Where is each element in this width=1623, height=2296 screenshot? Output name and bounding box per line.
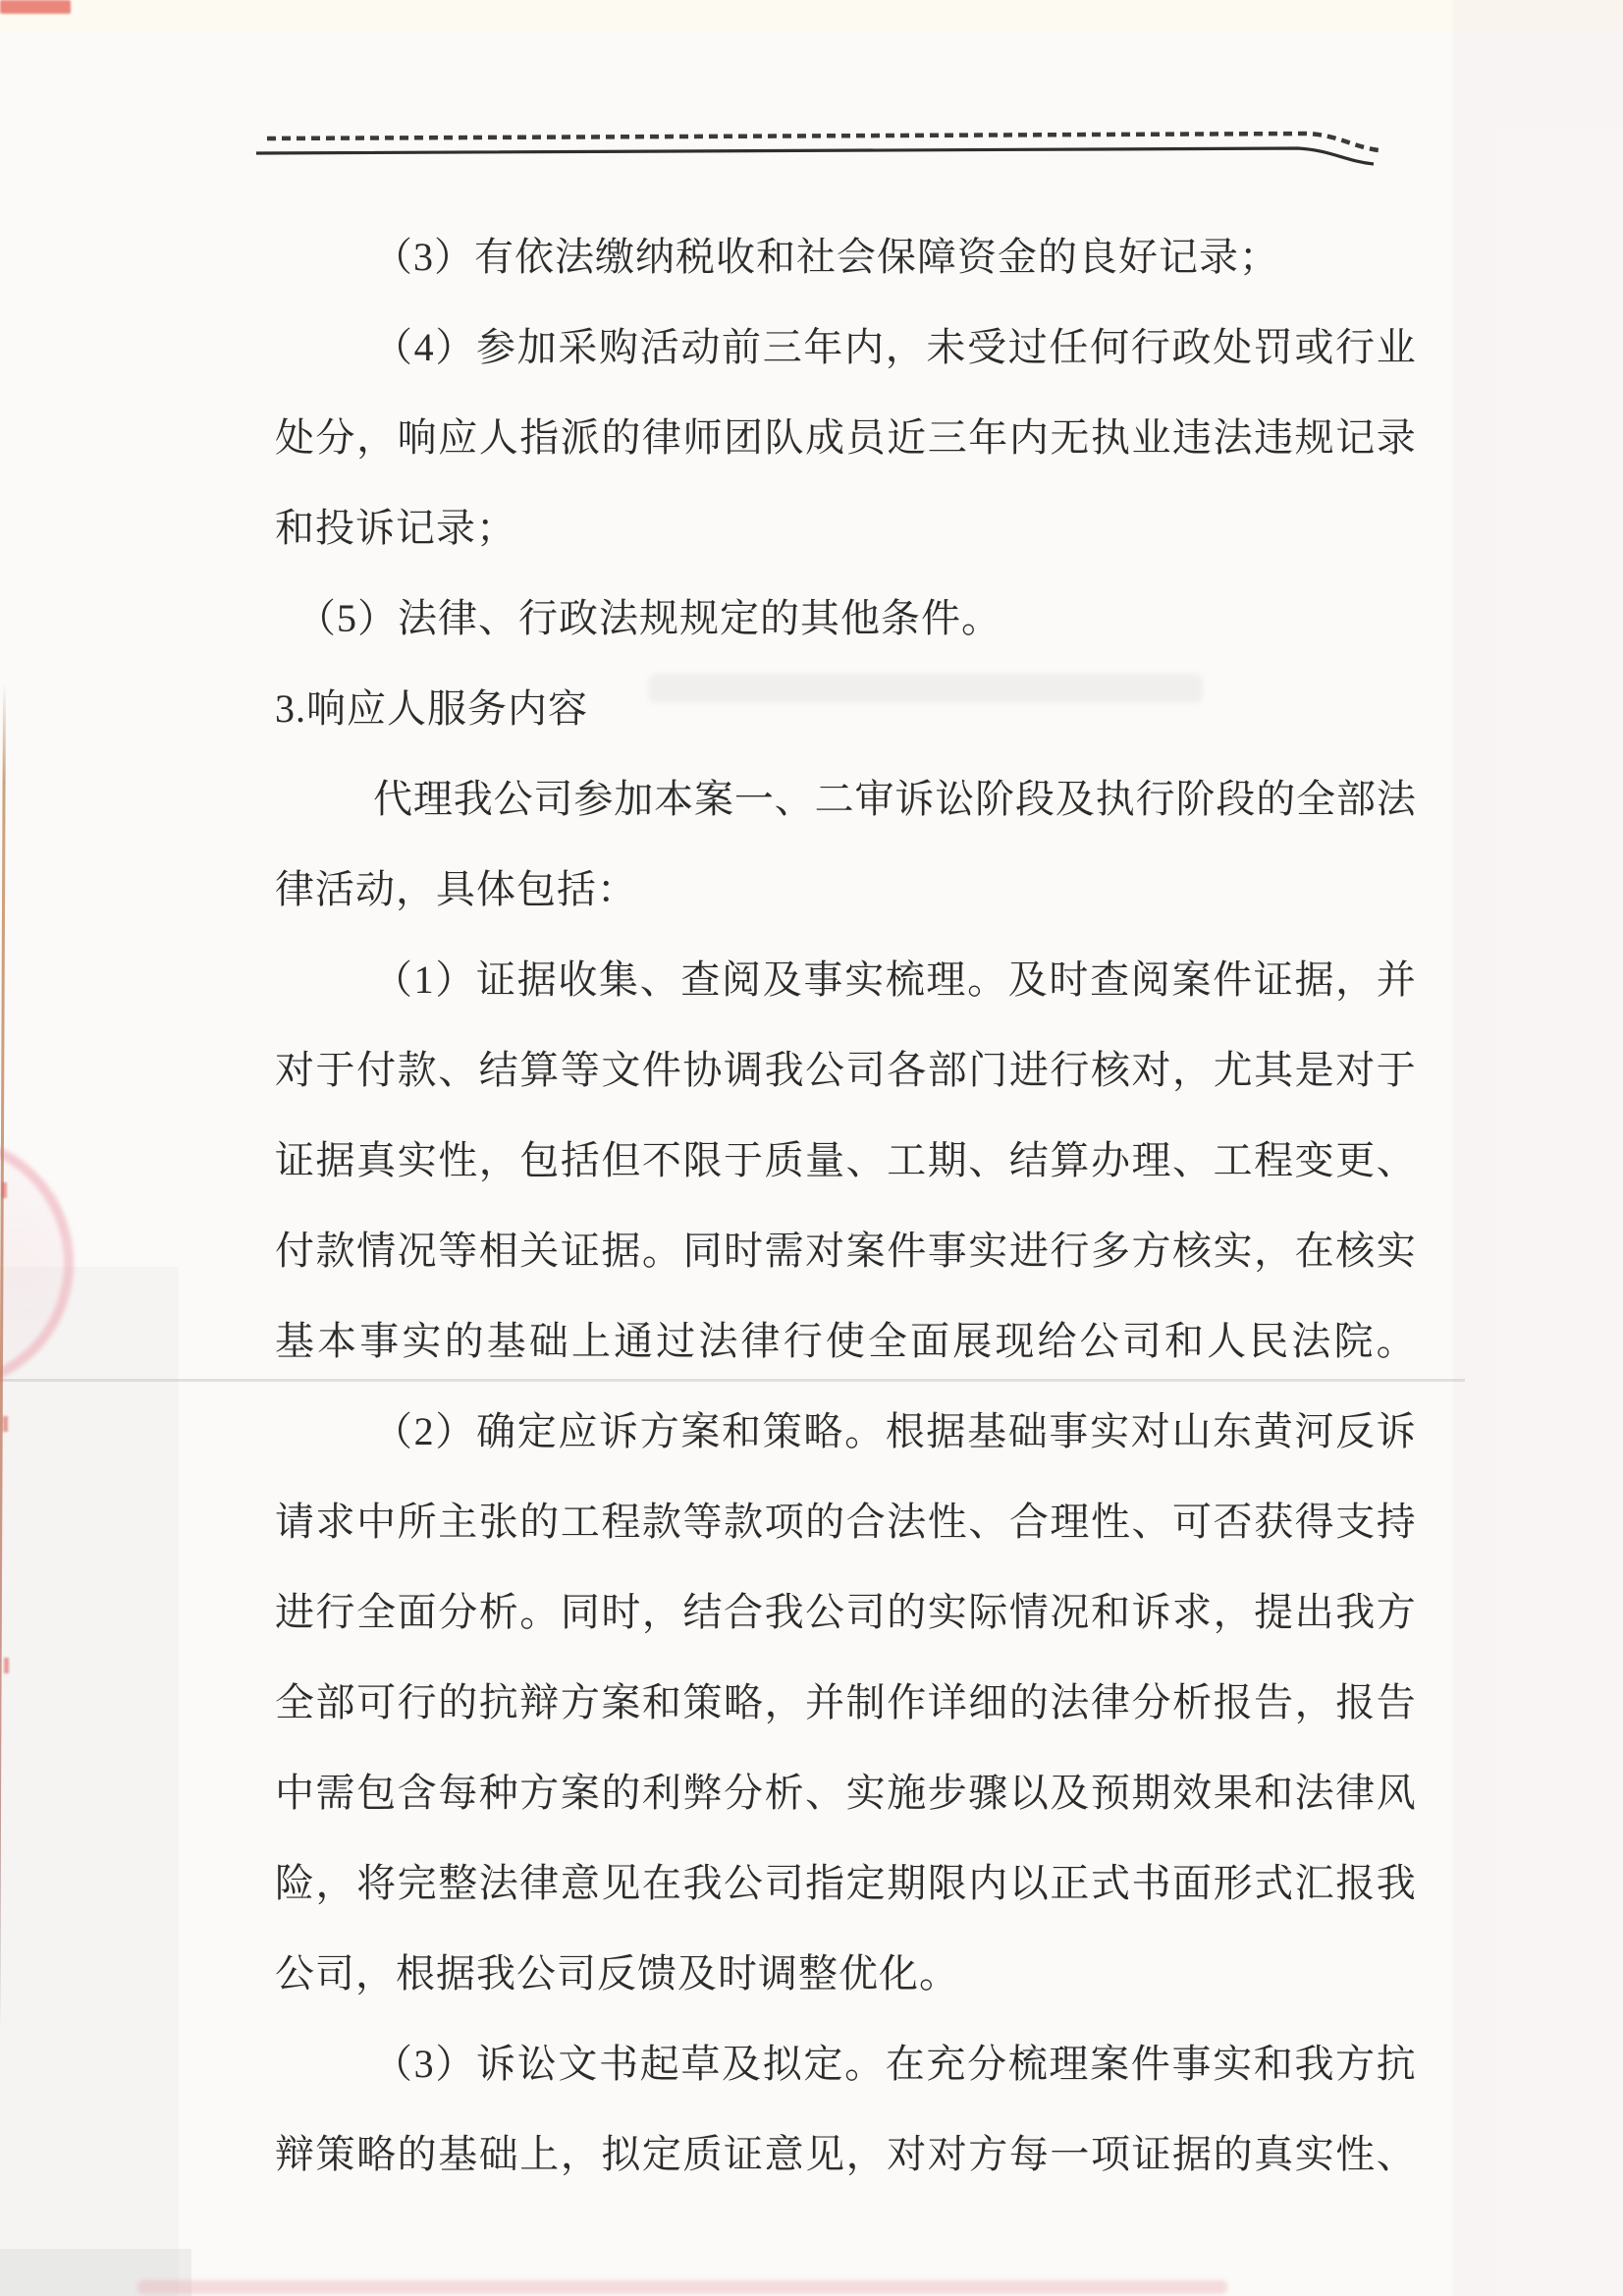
document-text [275, 212, 1416, 2200]
text-line: 代 理 我 公 司 参 加 本 案 一 、 二 审 诉 讼 阶 段 及 执 行 阶 段 的 全 部 法 [373, 777, 1416, 821]
scan-tone-bottom-left [0, 2249, 191, 2296]
text-line: 公司，根据我公司反馈及时调整优化。 [275, 1951, 959, 1995]
text-line: 请 求 中 所 主 张 的 工 程 款 等 款 项 的 合 法 性 、 合 理 性 、 可 否 获 得 支 持 [275, 1500, 1416, 1544]
text-line: 处 分 ， 响 应 人 指 派 的 律 师 团 队 成 员 近 三 年 内 无 执 业 违 法 违 规 记 录 [275, 415, 1416, 460]
text-line: 全 部 可 行 的 抗 辩 方 案 和 策 略 ， 并 制 作 详 细 的 法 律 分 析 报 告 ， 报 告 [275, 1680, 1416, 1724]
text-line: 对 于 付 款 、 结 算 等 文 件 协 调 我 公 司 各 部 门 进 行 核 对 ， 尤 其 是 对 于 [275, 1048, 1416, 1092]
text-line: （ 4 ） 参 加 采 购 活 动 前 三 年 内 ， 未 受 过 任 何 行 政 处 罚 或 行 业 [373, 325, 1416, 369]
text-line: 进 行 全 面 分 析 。 同 时 ， 结 合 我 公 司 的 实 际 情 况 和 诉 求 ， 提 出 我 方 [275, 1590, 1416, 1634]
red-edge-tick [2, 1182, 7, 1198]
red-edge-tick [4, 1658, 9, 1673]
text-line: （3）有依法缴纳税收和社会保障资金的良好记录； [373, 235, 1279, 279]
red-stamp-arc [0, 1135, 74, 1391]
text-line: 和投诉记录； [275, 506, 516, 550]
text-line: （ 1 ） 证 据 收 集 、 查 阅 及 事 实 梳 理 。 及 时 查 阅 案 件 证 据 ， 并 [373, 957, 1416, 1002]
text-line: 付 款 情 况 等 相 关 证 据 。 同 时 需 对 案 件 事 实 进 行 多 方 核 实 ， 在 核 实 [275, 1229, 1416, 1273]
red-edge-tick [3, 1416, 8, 1432]
text-line: 中 需 包 含 每 种 方 案 的 利 弊 分 析 、 实 施 步 骤 以 及 预 期 效 果 和 法 律 风 [275, 1771, 1416, 1815]
pink-smudge-bottom-edge [137, 2280, 1227, 2294]
text-line: 3.响应人服务内容 [275, 686, 588, 731]
text-line: （ 3 ） 诉 讼 文 书 起 草 及 拟 定 。 在 充 分 梳 理 案 件 事 实 和 我 方 抗 [373, 2042, 1416, 2086]
page-fold-edge-line [0, 683, 6, 2296]
scan-tone-left-band [0, 1267, 179, 2296]
scan-tone-right-band [1453, 0, 1623, 2296]
text-line: 辩 策 略 的 基 础 上 ， 拟 定 质 证 意 见 ， 对 对 方 每 一 项 证 据 的 真 实 性 、 [275, 2132, 1416, 2176]
solid-rule [256, 148, 1374, 164]
text-line: （5）法律、行政法规规定的其他条件。 [297, 596, 1001, 640]
text-line: 基 本 事 实 的 基 础 上 通 过 法 律 行 使 全 面 展 现 给 公 司 和 人 民 法 院 。 [275, 1319, 1416, 1363]
text-line: 险 ， 将 完 整 法 律 意 见 在 我 公 司 指 定 期 限 内 以 正 式 书 面 形 式 汇 报 我 [275, 1861, 1416, 1905]
text-line: 证 据 真 实 性 ， 包 括 但 不 限 于 质 量 、 工 期 、 结 算 办 理 、 工 程 变 更 、 [275, 1138, 1416, 1182]
text-line: （ 2 ） 确 定 应 诉 方 案 和 策 略 。 根 据 基 础 事 实 对 山 东 黄 河 反 诉 [373, 1409, 1416, 1453]
text-line: 律活动，具体包括： [275, 867, 637, 911]
